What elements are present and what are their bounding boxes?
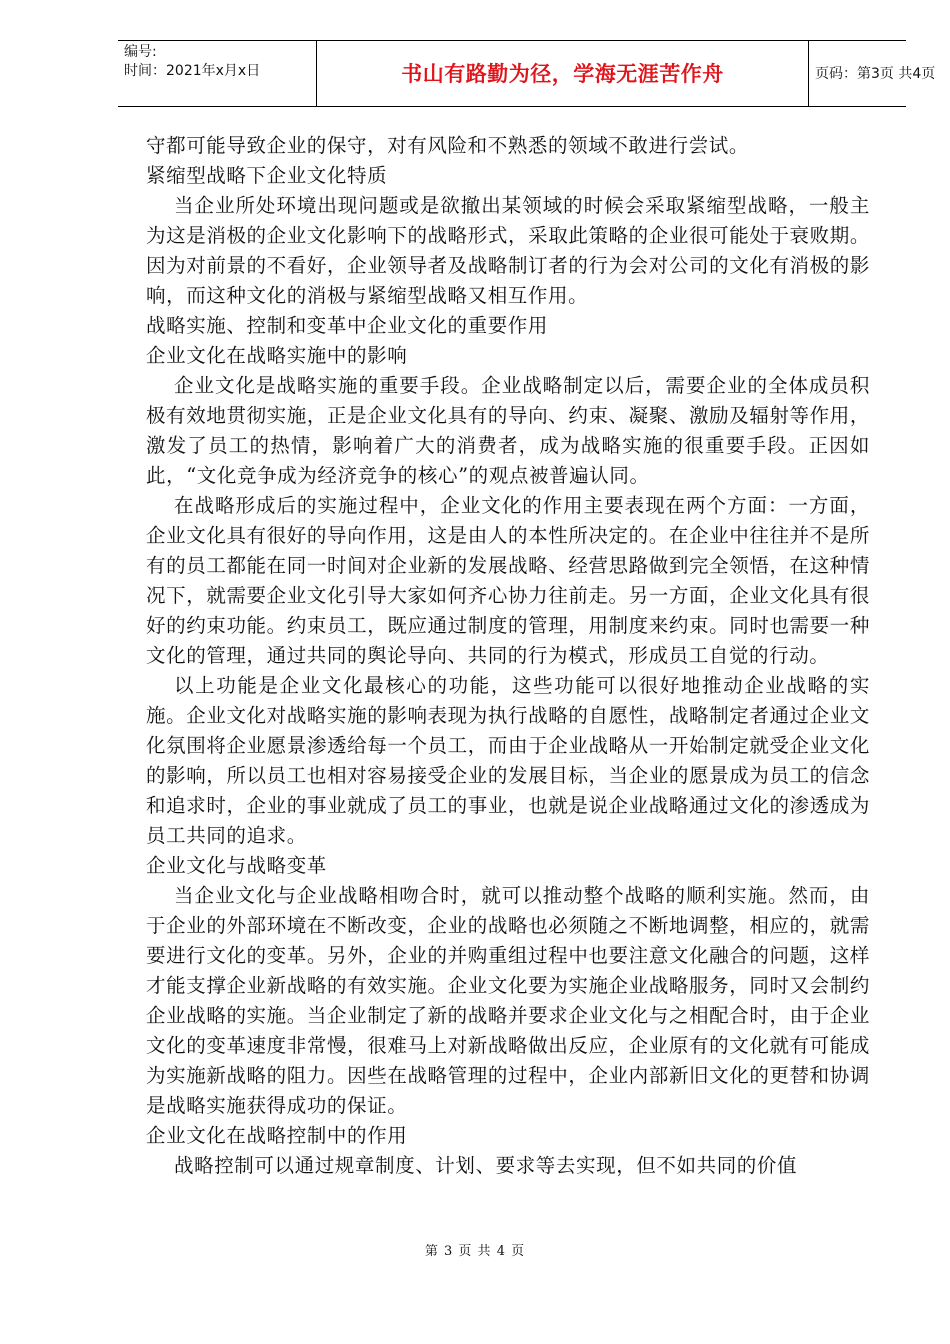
paragraph-9: 当企业文化与企业战略相吻合时，就可以推动整个战略的顺利实施。然而，由于企业的外部环境在不断改变，企业的战略也必须随之不断地调整，相应的，就需要进行文化的变革。另外，企业的并购重组过程中也要注意文化融合的问题，这样才能支撑企业新战略的有效实施。企业文化要为实施企业战略服务，同时又会制约企业战略的实施。当企业制定了新的战略并要求企业文化与之相配合时，由于企业文化的变革速度非常慢，很难马上对新战略做出反应，企业原有的文化就有可能成为实施新战略的阻力。因些在战略管理的过程中，企业内部新旧文化的更替和协调是战略实施获得成功的保证。: [146, 884, 870, 1117]
section-heading-3: 战略实施、控制和变革中企业文化的重要作用: [146, 314, 549, 337]
header-meta: [118, 40, 316, 106]
header-page-info: 页码：第3页 共4页: [815, 66, 936, 82]
paragraph-11: 战略控制可以通过规章制度、计划、要求等去实现，但不如共同的价值: [174, 1154, 798, 1177]
section-heading-1: 紧缩型战略下企业文化特质: [146, 164, 388, 187]
document-header: [118, 40, 936, 106]
paragraph-5: 企业文化是战略实施的重要手段。企业战略制定以后，需要企业的全体成员积极有效地贯彻实施，正是企业文化具有的导向、约束、凝聚、激励及辐射等作用，激发了员工的热情，影响着广大的消费者，成为战略实施的很重要手段。正因如此，“文化竞争成为经济竞争的核心”的观点被普遍认同。: [146, 374, 870, 487]
header-time-label: 时间：2021年x月x日: [124, 63, 261, 79]
section-heading-8: 企业文化与战略变革: [146, 854, 327, 877]
header-motto: 书山有路勤为径，学海无涯苦作舟: [316, 40, 809, 106]
body-line-0: 守都可能导致企业的保守，对有风险和不熟悉的领域不敢进行尝试。: [146, 134, 750, 157]
paragraph-7: 以上功能是企业文化最核心的功能，这些功能可以很好地推动企业战略的实施。企业文化对战略实施的影响表现为执行战略的自愿性，战略制定者通过企业文化氛围将企业愿景渗透给每一个员工，而由于企业战略从一开始制定就受企业文化的影响，所以员工也相对容易接受企业的发展目标，当企业的愿景成为员工的信念和追求时，企业的事业就成了员工的事业，也就是说企业战略通过文化的渗透成为员工共同的追求。: [146, 674, 870, 847]
header-number-label: 编号:: [124, 44, 157, 60]
section-heading-10: 企业文化在战略控制中的作用: [146, 1124, 408, 1147]
paragraph-6: 在战略形成后的实施过程中，企业文化的作用主要表现在两个方面：一方面，企业文化具有很好的导向作用，这是由人的本性所决定的。在企业中往往并不是所有的员工都能在同一时间对企业新的发展战略、经营思路做到完全领悟，在这种情况下，就需要企业文化引导大家如何齐心协力往前走。另一方面，企业文化具有很好的约束功能。约束员工，既应通过制度的管理，用制度来约束。同时也需要一种文化的管理，通过共同的舆论导向、共同的行为模式，形成员工自觉的行动。: [146, 494, 870, 667]
header-bottom-rule: [118, 106, 906, 107]
paragraph-2: 当企业所处环境出现问题或是欲撤出某领域的时候会采取紧缩型战略，一般主为这是消极的企业文化影响下的战略形式，采取此策略的企业很可能处于衰败期。因为对前景的不看好，企业领导者及战略制订者的行为会对公司的文化有消极的影响，而这种文化的消极与紧缩型战略又相互作用。: [146, 194, 870, 307]
document-body: [146, 131, 870, 1181]
section-heading-4: 企业文化在战略实施中的影响: [146, 344, 408, 367]
page-footer: 第 3 页 共 4 页: [424, 1244, 526, 1259]
